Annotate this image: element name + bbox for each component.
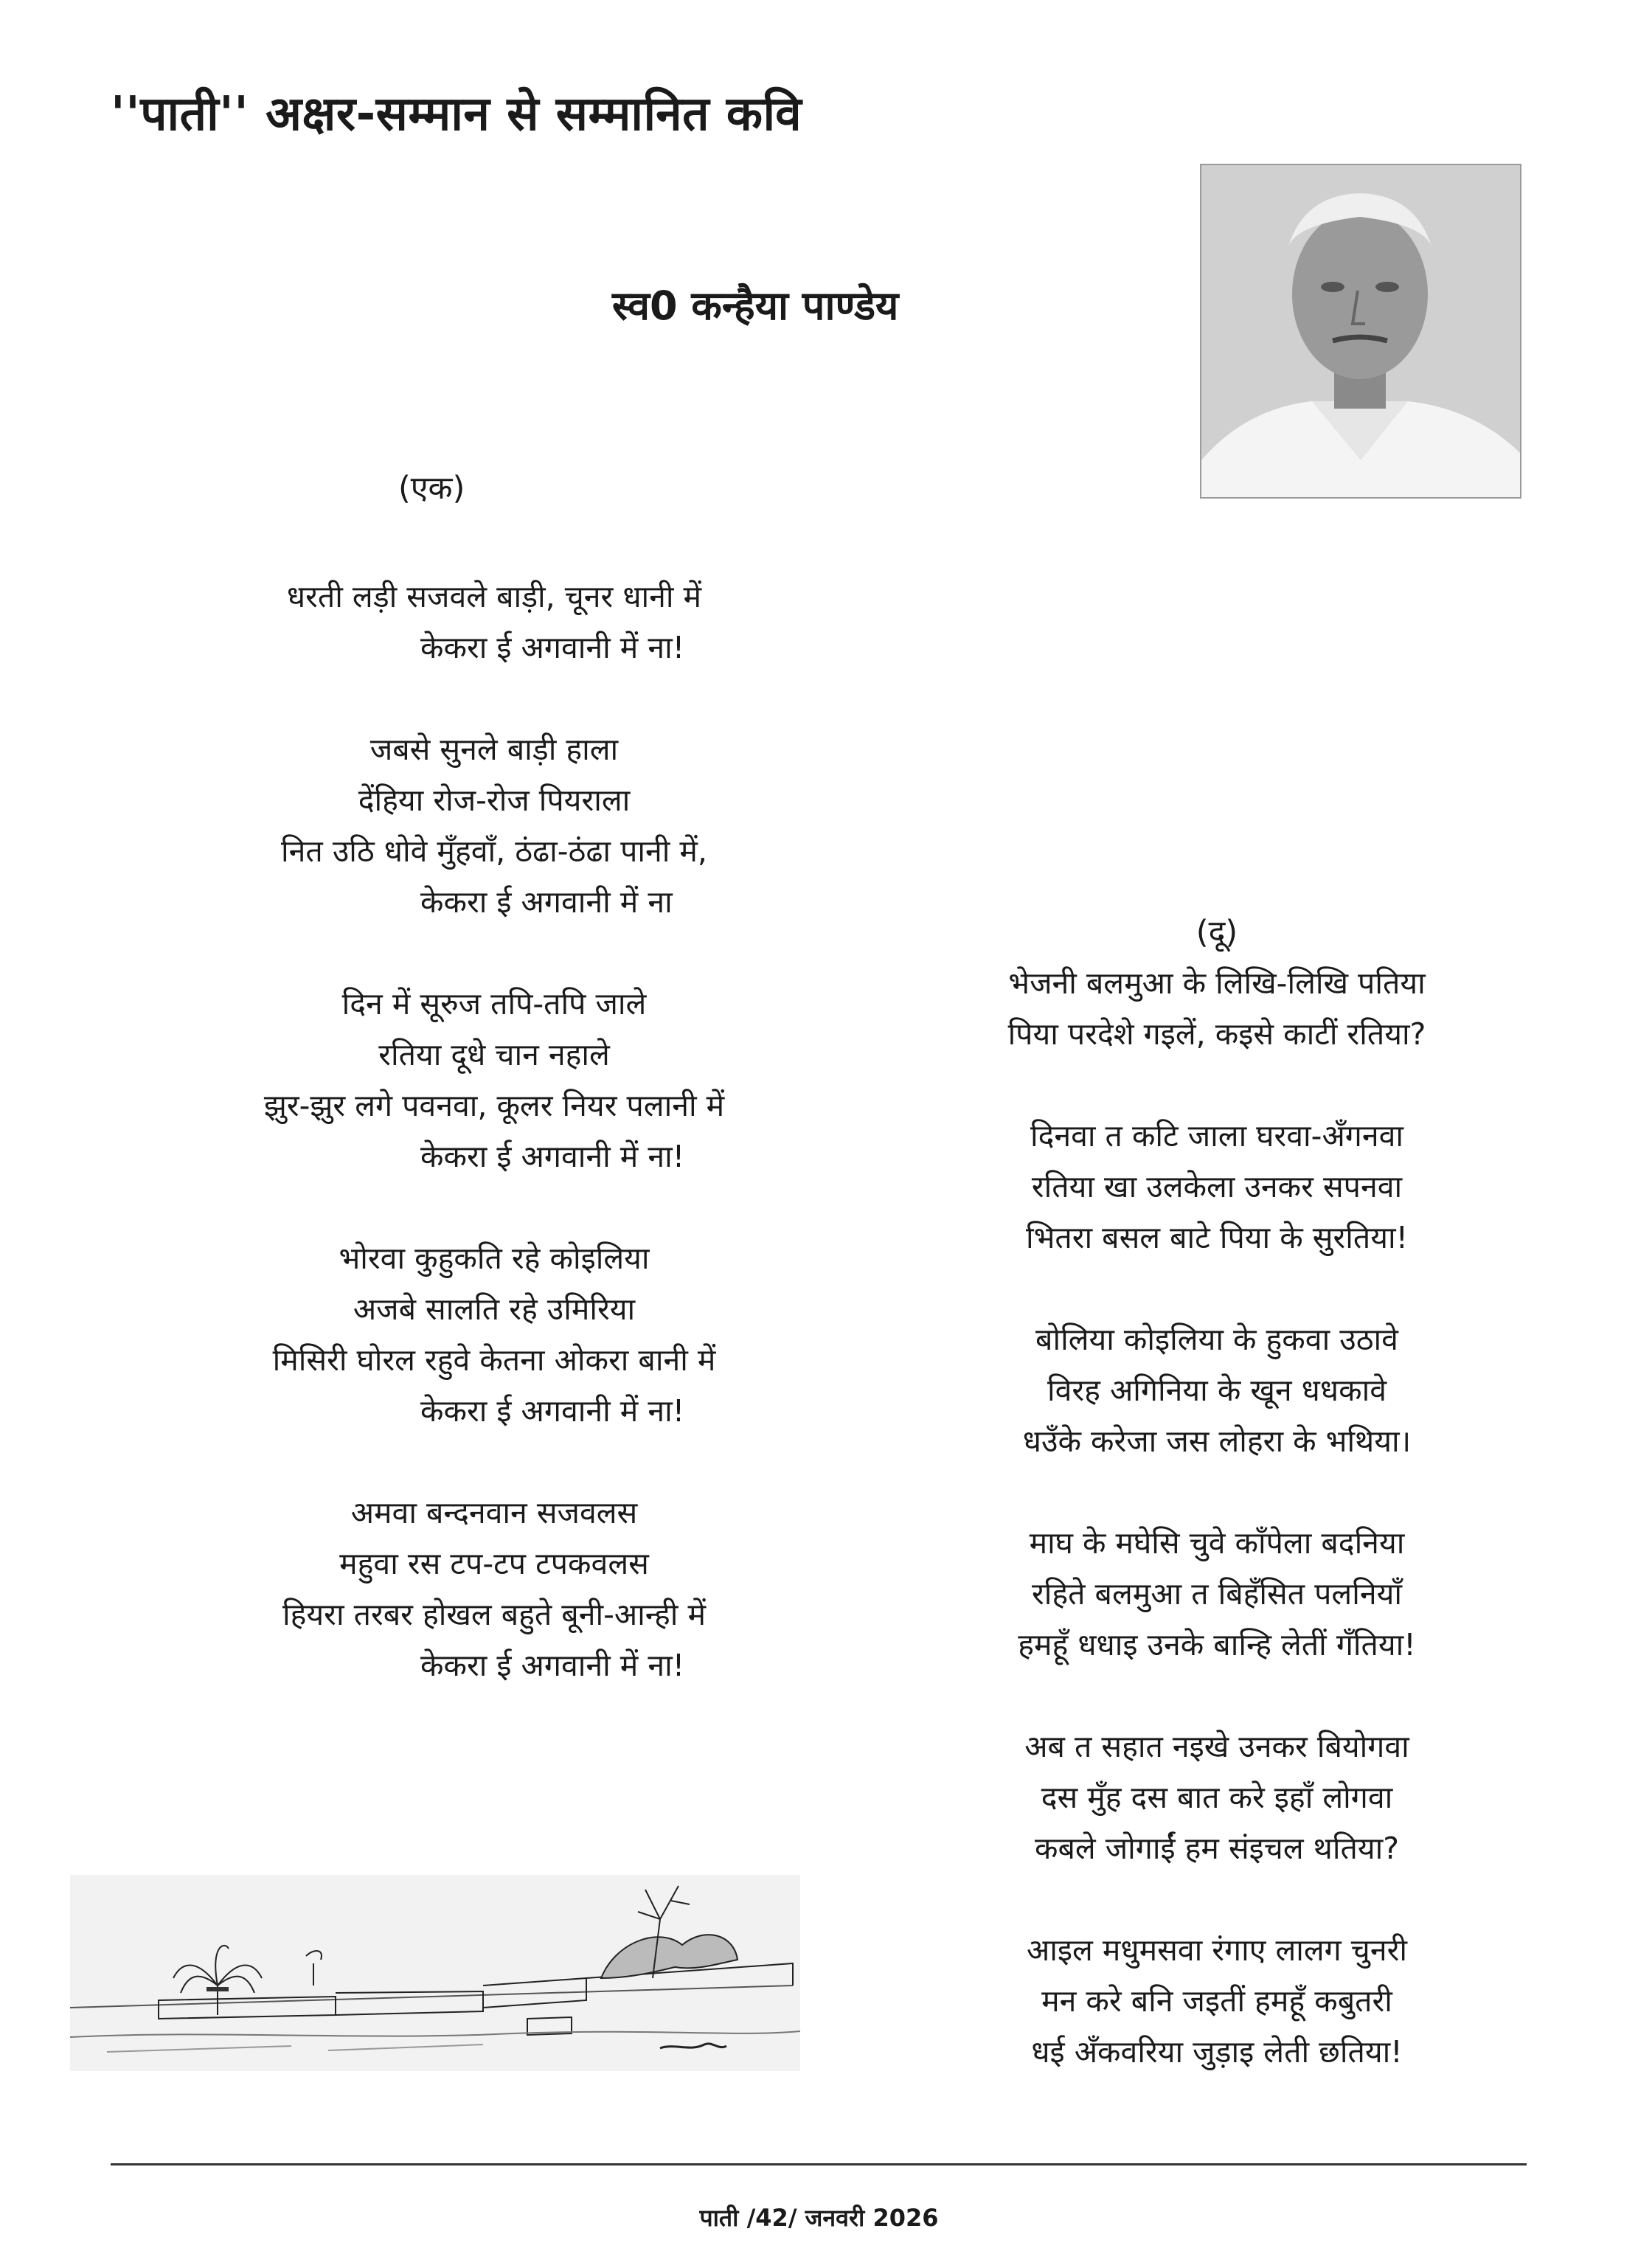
refrain-line: केकरा ई अगवानी में ना!: [420, 630, 685, 665]
stanza: [214, 572, 774, 673]
stanza: [214, 1488, 774, 1691]
verse-line: धउँके करेजा जस लोहरा के भथिया।: [1022, 1423, 1412, 1459]
verse-line: रहिते बलमुआ त बिहँसित पलनियाँ: [1031, 1576, 1403, 1612]
verse-line: देंहिया रोज-रोज पियराला: [358, 783, 631, 818]
verse-line: माघ के मघेसि चुवे काँपेला बदनिया: [1029, 1525, 1405, 1561]
verse-line: हमहूँ धधाइ उनके बान्हि लेतीं गँतिया!: [1018, 1627, 1416, 1662]
verse-line: हियरा तरबर होखल बहुते बूनी-आन्ही में: [282, 1597, 706, 1632]
refrain-line: केकरा ई अगवानी में ना: [420, 884, 673, 920]
verse-line: मन करे बनि जइतीं हमहूँ कबुतरी: [1041, 1983, 1392, 2019]
poet-portrait-image: [1200, 164, 1521, 499]
stanza: [937, 1518, 1497, 1671]
footer-divider: [111, 2163, 1527, 2165]
stanza: [214, 979, 774, 1182]
verse-line: नित उठि धोवे मुँहवाँ, ठंढा-ठंढा पानी में,: [281, 833, 707, 869]
poem-one: [214, 572, 774, 1742]
page-heading: ''पाती'' अक्षर-सम्मान से सम्मानित कवि: [111, 87, 802, 142]
verse-line: दिनवा त कटि जाला घरवा-अँगनवा: [1030, 1118, 1404, 1154]
verse-line: आइल मधुमसवा रंगाए लालग चुनरी: [1027, 1932, 1407, 1968]
verse-line: अजबे सालति रहे उमिरिया: [353, 1291, 636, 1327]
refrain-line: केकरा ई अगवानी में ना!: [420, 1393, 685, 1429]
village-sketch-illustration: [70, 1875, 800, 2071]
page-footer: पाती /42/ जनवरी 2026: [699, 2204, 939, 2232]
stanza: [937, 1314, 1497, 1467]
verse-line: मिसिरी घोरल रहुवे केतना ओकरा बानी में: [272, 1342, 716, 1378]
stanza: [937, 1111, 1497, 1263]
refrain-line: केकरा ई अगवानी में ना!: [420, 1648, 685, 1683]
verse-line: रतिया खा उलकेला उनकर सपनवा: [1031, 1169, 1403, 1204]
verse-line: पिया परदेशे गइलें, कइसे काटीं रतिया?: [1007, 1016, 1426, 1052]
verse-line: अमवा बन्दनवान सजवलस: [350, 1495, 638, 1530]
stanza: [937, 958, 1497, 1060]
stanza: [937, 1925, 1497, 2078]
verse-line: दिन में सूरुज तपि-तपि जाले: [341, 986, 647, 1022]
poem-two: [937, 907, 1497, 2129]
stanza: [214, 724, 774, 928]
stanza: [937, 1721, 1497, 1874]
verse-line: अब त सहात नइखे उनकर बियोगवा: [1024, 1729, 1409, 1764]
poem-one-label: (एक): [398, 470, 465, 507]
verse-line: रतिया दूधे चान नहाले: [378, 1037, 610, 1072]
poem-two-label: (दू): [1195, 914, 1238, 951]
verse-line: धई अँकवरिया जुड़ाइ लेती छतिया!: [1031, 2034, 1403, 2070]
verse-line: महुवा रस टप-टप टपकवलस: [339, 1546, 649, 1581]
verse-line: भितरा बसल बाटे पिया के सुरतिया!: [1025, 1220, 1409, 1255]
verse-line: बोलिया कोइलिया के हुकवा उठावे: [1035, 1322, 1398, 1357]
refrain-line: केकरा ई अगवानी में ना!: [420, 1139, 685, 1174]
verse-line: दस मुँह दस बात करे इहाँ लोगवा: [1041, 1780, 1393, 1815]
verse-line: विरह अगिनिया के खून धधकावे: [1047, 1373, 1387, 1408]
stanza: [214, 1233, 774, 1437]
verse-line: जबसे सुनले बाड़ी हाला: [369, 732, 619, 767]
poet-name: स्व0 कन्हैया पाण्डेय: [612, 282, 899, 329]
verse-line: कबले जोगाईं हम संइचल थतिया?: [1034, 1831, 1400, 1866]
verse-line: भेजनी बलमुआ के लिखि-लिखि पतिया: [1008, 965, 1426, 1001]
verse-line: भोरवा कुहुकति रहे कोइलिया: [339, 1241, 650, 1276]
verse-line: झुर-झुर लगे पवनवा, कूलर नियर पलानी में: [263, 1088, 725, 1123]
verse-line: धरती लड़ी सजवले बाड़ी, चूनर धानी में: [286, 579, 702, 614]
